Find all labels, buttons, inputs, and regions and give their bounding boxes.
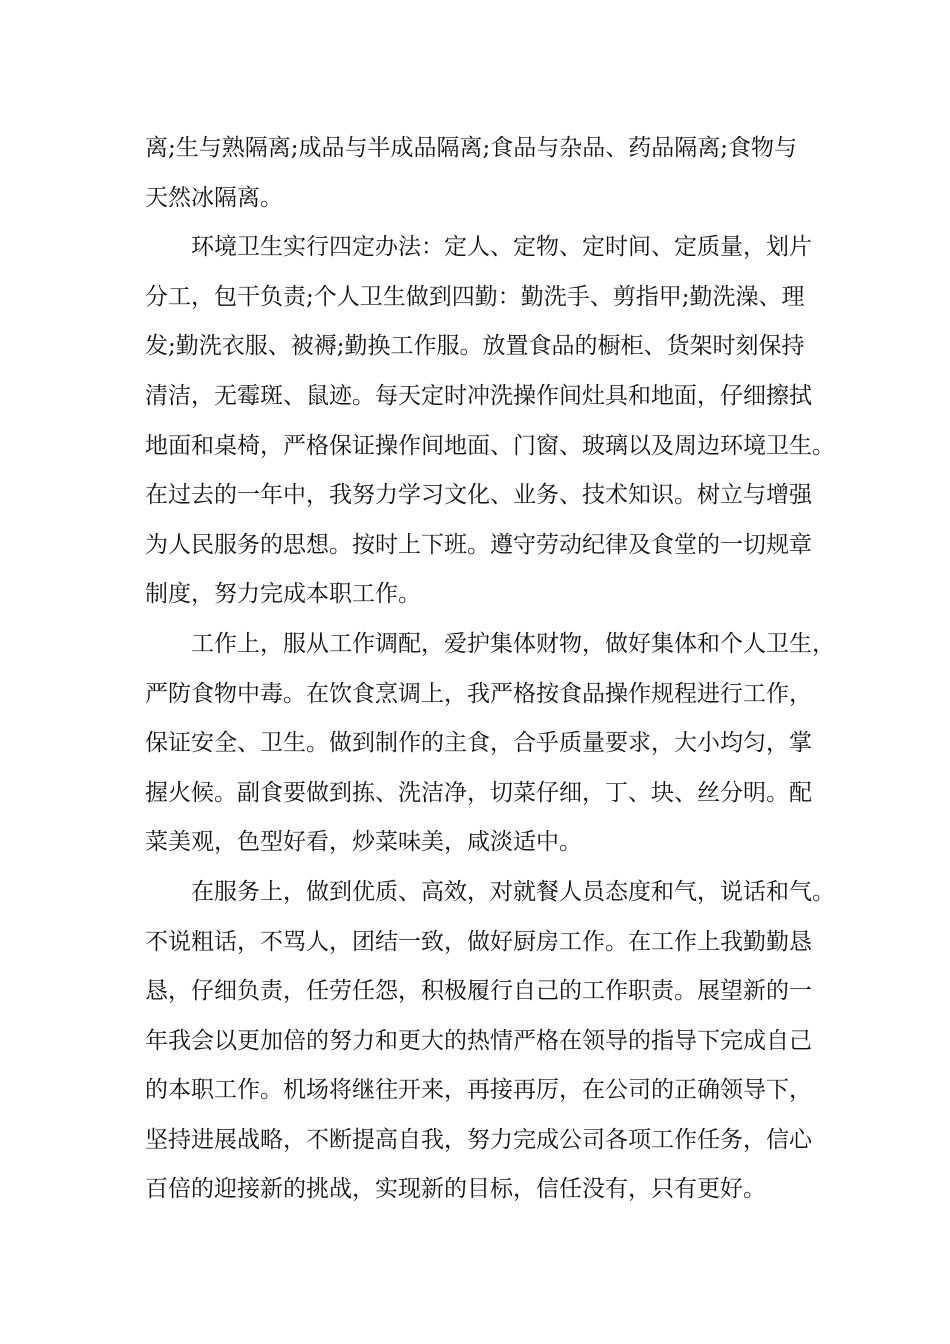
text-line: 在过去的一年中，我努力学习文化、业务、技术知识。树立与增强 bbox=[145, 482, 812, 509]
text-line: 菜美观，色型好看，炒菜味美，咸淡适中。 bbox=[145, 829, 582, 856]
paragraph-first-line: 工作上，服从工作调配，爱护集体财物，做好集体和个人卫生， bbox=[191, 630, 835, 657]
text-line: 的本职工作。机场将继往开来，再接再厉，在公司的正确领导下， bbox=[145, 1077, 812, 1104]
text-line: 年我会以更加倍的努力和更大的热情严格在领导的指导下完成自己 bbox=[145, 1027, 812, 1054]
text-line: 分工，包干负责;个人卫生做到四勤：勤洗手、剪指甲;勤洗澡、理 bbox=[145, 283, 805, 310]
text-line: 握火候。副食要做到拣、洗洁净，切菜仔细，丁、块、丝分明。配 bbox=[145, 779, 812, 806]
text-line: 地面和桌椅，严格保证操作间地面、门窗、玻璃以及周边环境卫生。 bbox=[145, 432, 835, 459]
text-line: 清洁，无霉斑、鼠迹。每天定时冲洗操作间灶具和地面，仔细擦拭 bbox=[145, 382, 812, 409]
text-line: 百倍的迎接新的挑战，实现新的目标，信任没有，只有更好。 bbox=[145, 1176, 766, 1203]
text-line: 恳，仔细负责，任劳任怨，积极履行自己的工作职责。展望新的一 bbox=[145, 978, 812, 1005]
text-line: 严防食物中毒。在饮食烹调上，我严格按食品操作规程进行工作， bbox=[145, 680, 812, 707]
text-line: 制度，努力完成本职工作。 bbox=[145, 581, 421, 608]
paragraph-first-line: 环境卫生实行四定办法：定人、定物、定时间、定质量，划片 bbox=[191, 234, 812, 261]
text-line: 坚持进展战略，不断提高自我，努力完成公司各项工作任务，信心 bbox=[145, 1126, 812, 1153]
text-line: 天然冰隔离。 bbox=[145, 184, 283, 211]
text-line: 离;生与熟隔离;成品与半成品隔离;食品与杂品、药品隔离;食物与 bbox=[145, 135, 797, 161]
text-line: 不说粗话，不骂人，团结一致，做好厨房工作。在工作上我勤勤恳 bbox=[145, 928, 812, 955]
text-line: 保证安全、卫生。做到制作的主食，合乎质量要求，大小均匀，掌 bbox=[145, 730, 812, 757]
text-line: 为人民服务的思想。按时上下班。遵守劳动纪律及食堂的一切规章 bbox=[145, 531, 812, 558]
text-line: 发;勤洗衣服、被褥;勤换工作服。放置食品的橱柜、货架时刻保持 bbox=[145, 333, 805, 360]
paragraph-first-line: 在服务上，做到优质、高效，对就餐人员态度和气，说话和气。 bbox=[191, 878, 835, 905]
document-body bbox=[145, 124, 835, 1215]
